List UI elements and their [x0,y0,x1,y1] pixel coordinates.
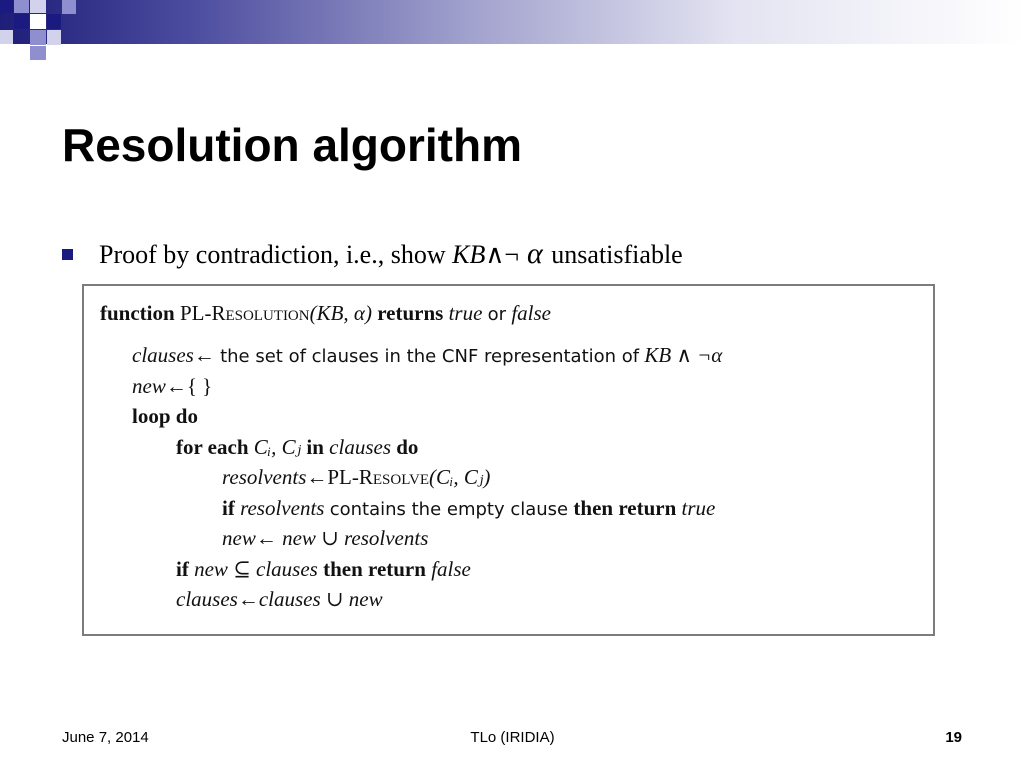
algo-line-new-union [222,526,428,551]
left-arrow-icon: ← [165,374,187,398]
var-resolvents: resolvents [222,465,307,489]
logo-square [0,30,13,44]
var-new: new [222,526,256,550]
algorithm-box [82,284,935,636]
bullet-text-after: unsatisfiable [544,240,683,269]
algo-line-loop [132,404,198,429]
keyword-if: if [222,496,235,520]
keyword-if: if [176,557,189,581]
kb-and-not-alpha: KB ∧ ¬α [644,343,723,367]
value-true: true [448,301,483,325]
word-or: or [487,304,507,325]
logo-square [30,30,46,45]
function-pl-resolve: PL-Resolve [327,465,429,489]
var-resolvents: resolvents [240,496,325,520]
footer-author: TLo (IRIDIA) [470,729,555,746]
logo-square [30,46,46,60]
keyword-loop-do: loop do [132,404,198,428]
algo-line-if-subset [176,557,471,582]
bullet-ops: ∧¬ [485,240,520,269]
new-subset-clauses: new ⊆ clauses [194,557,318,581]
keyword-then-return: then return [573,496,677,520]
keyword-do: do [396,435,419,459]
value-true: true [681,496,716,520]
header-gradient-band [0,0,1024,44]
logo-square [47,30,61,45]
footer-date: June 7, 2014 [62,729,149,746]
bullet-text [99,237,683,271]
function-name: PL-Resolution [179,301,310,325]
value-false: false [431,557,471,581]
function-args: (KB, α) [309,301,372,325]
slide-title: Resolution algorithm [62,119,522,171]
keyword-function: function [100,301,175,325]
algo-line-function [100,301,551,326]
keyword-returns: returns [377,301,444,325]
keyword-then-return: then return [323,557,426,581]
square-bullet-icon [62,249,73,260]
clause-pair: Cᵢ, Cⱼ [253,435,302,459]
left-arrow-icon: ← [306,465,328,489]
bullet-text-before: Proof by contradiction, i.e., show [99,240,453,269]
algo-line-clauses-init [132,343,722,368]
var-clauses: clauses [176,587,238,611]
algo-line-for-each [176,435,418,460]
bullet-kb: KB [452,240,486,269]
left-arrow-icon: ← [193,343,215,367]
resolve-args: (Cᵢ, Cⱼ) [429,465,491,489]
bullet-item [62,239,683,269]
keyword-for-each: for each [176,435,249,459]
logo-square [14,0,29,13]
left-arrow-icon: ← [255,526,277,550]
empty-clause-text: contains the empty clause [329,499,569,520]
var-clauses: clauses [132,343,194,367]
page-number: 19 [945,729,962,746]
logo-square [14,14,29,29]
left-arrow-icon: ← [237,587,259,611]
logo-square [0,0,13,13]
algo-line-clauses-union [176,587,383,612]
new-union-resolvents: new ∪ resolvents [282,526,429,550]
logo-square [30,0,46,13]
empty-set: { } [186,374,213,398]
algo-line-new-init [132,374,212,399]
clauses-union-new: clauses ∪ new [258,587,383,611]
var-clauses: clauses [329,435,391,459]
logo-square [30,14,46,29]
value-false: false [511,301,551,325]
logo-square [62,0,76,14]
algo-line-resolvents [222,465,490,490]
algo-line-if-empty [222,496,715,521]
clauses-description: the set of clauses in the CNF representation of [220,346,640,367]
var-new: new [132,374,166,398]
logo-square [47,14,61,29]
bullet-alpha: α [527,237,543,270]
keyword-in: in [306,435,324,459]
